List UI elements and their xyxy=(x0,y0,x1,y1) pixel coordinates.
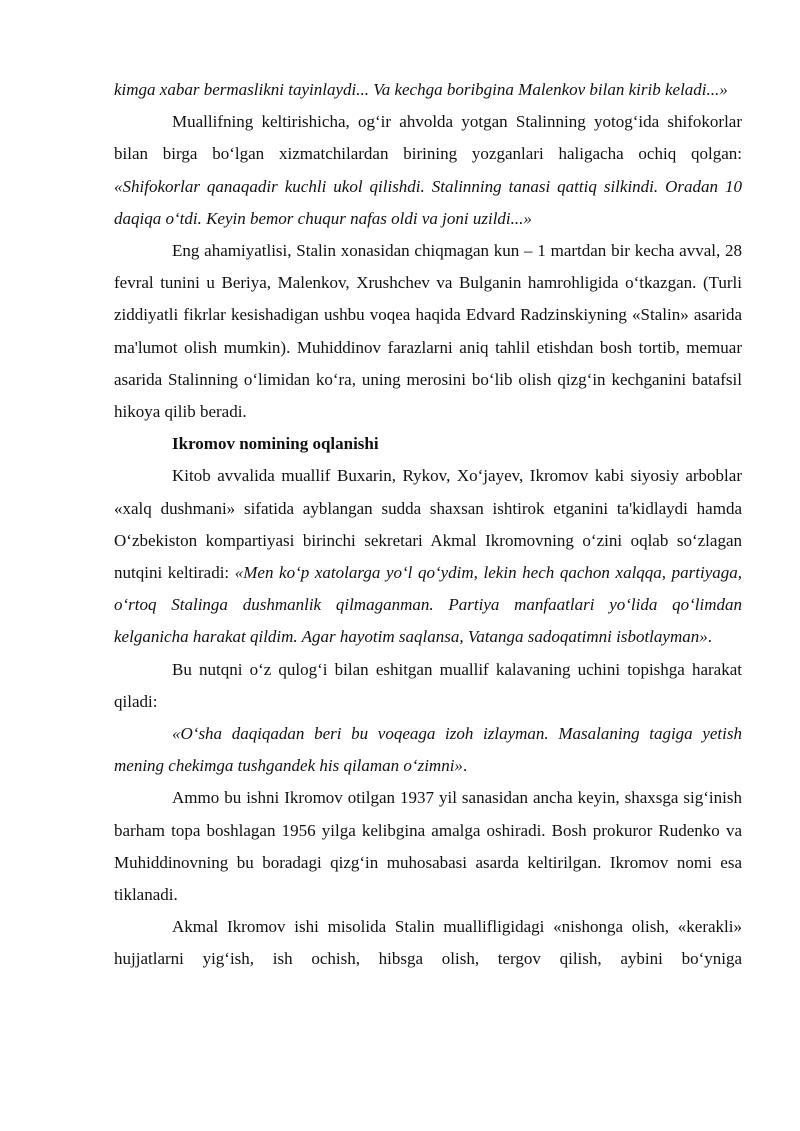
text-run: Ammo bu ishni Ikromov otilgan 1937 yil sanasidan ancha keyin, shaxsga sig‘inish barham topa boshlagan 1956 yilga kelibgina amalga oshiradi. Bosh prokuror Rudenko va Muhiddinovning bu boradagi qizg‘in muhosabasi asarda keltirilgan. Ikromov nomi esa tiklanadi. xyxy=(114,788,742,905)
paragraph-continued-quote xyxy=(114,74,742,106)
text-run: Akmal Ikromov ishi misolida Stalin muallifligidagi «nishonga olish, «kerakli» hujjatlarni yig‘ish, ish ochish, hibsga olish, tergov qilish, aybini bo‘yniga xyxy=(114,917,742,969)
text-run: kimga xabar bermaslikni tayinlaydi... Va kechga boribgina Malenkov bilan kirib keladi...» xyxy=(114,80,728,99)
heading-text: Ikromov nomining oqlanishi xyxy=(172,434,379,454)
text-run-quote: «O‘sha daqiqadan beri bu voqeaga izoh izlayman. Masalaning tagiga yetish mening chekimga tushgandek his qilaman o‘zimni» xyxy=(114,724,742,776)
paragraph-february-night xyxy=(114,235,742,428)
text-run-quote: «Men ko‘p xatolarga yo‘l qo‘ydim, lekin hech qachon xalqqa, partiyaga, o‘rtoq Stalinga dushmanlik qilmaganman. Partiya manfaatlari yo‘lida qo‘limdan kelganicha harakat qildim. Agar hayotim saqlansa, Vatanga sadoqatimni isbotlayman» xyxy=(114,563,742,647)
paragraph-servant-account xyxy=(114,106,742,235)
text-run: . xyxy=(462,756,468,776)
text-run: Eng ahamiyatlisi, Stalin xonasidan chiqmagan kun – 1 martdan bir kecha avval, 28 fevral tunini u Beriya, Malenkov, Xrushchev va Bulganin hamrohligida o‘tkazgan. (Turli ziddiyatli fikrlar kesishadigan ushbu voqea haqida Edvard Radzinskiyning «Stalin» asarida ma'lumot olish mumkin). Muhiddinov farazlarni aniq tahlil etishdan bosh tortib, memuar asarida Stalinning o‘limidan ko‘ra, uning merosini bo‘lib olish qizg‘in kechganini batafsil hikoya qilib beradi. xyxy=(114,241,742,422)
text-run: . xyxy=(707,627,712,647)
paragraph-ikromov-speech xyxy=(114,460,742,653)
paragraph-author-search xyxy=(114,654,742,718)
paragraph-rehabilitation xyxy=(114,782,742,911)
document-page xyxy=(114,74,742,976)
text-run: Bu nutqni o‘z qulog‘i bilan eshitgan muallif kalavaning uchini topishga harakat qiladi: xyxy=(114,659,742,711)
text-run: Kitob avvalida muallif Buxarin, Rykov, Xo‘jayev, Ikromov kabi siyosiy arboblar «xalq dushmani» sifatida ayblangan sudda shaxsan ishtirok etganini ta'kidlaydi hamda O‘zbekiston kompartiyasi birinchi sekretari Akmal Ikromovning o‘zini oqlab so‘zlagan nutqini keltiradi: xyxy=(114,466,742,583)
text-run: Muallifning keltirishicha, og‘ir ahvolda yotgan Stalinning yotog‘ida shifokorlar bilan birga bo‘lgan xizmatchilardan birining yozganlari haligacha ochiq qolgan: xyxy=(114,112,742,164)
section-heading xyxy=(114,428,742,460)
paragraph-stalin-method xyxy=(114,911,742,975)
paragraph-author-quote xyxy=(114,718,742,782)
text-run-quote: «Shifokorlar qanaqadir kuchli ukol qilishdi. Stalinning tanasi qattiq silkindi. Oradan 10 daqiqa o‘tdi. Keyin bemor chuqur nafas oldi va joni uzildi...» xyxy=(114,176,742,228)
